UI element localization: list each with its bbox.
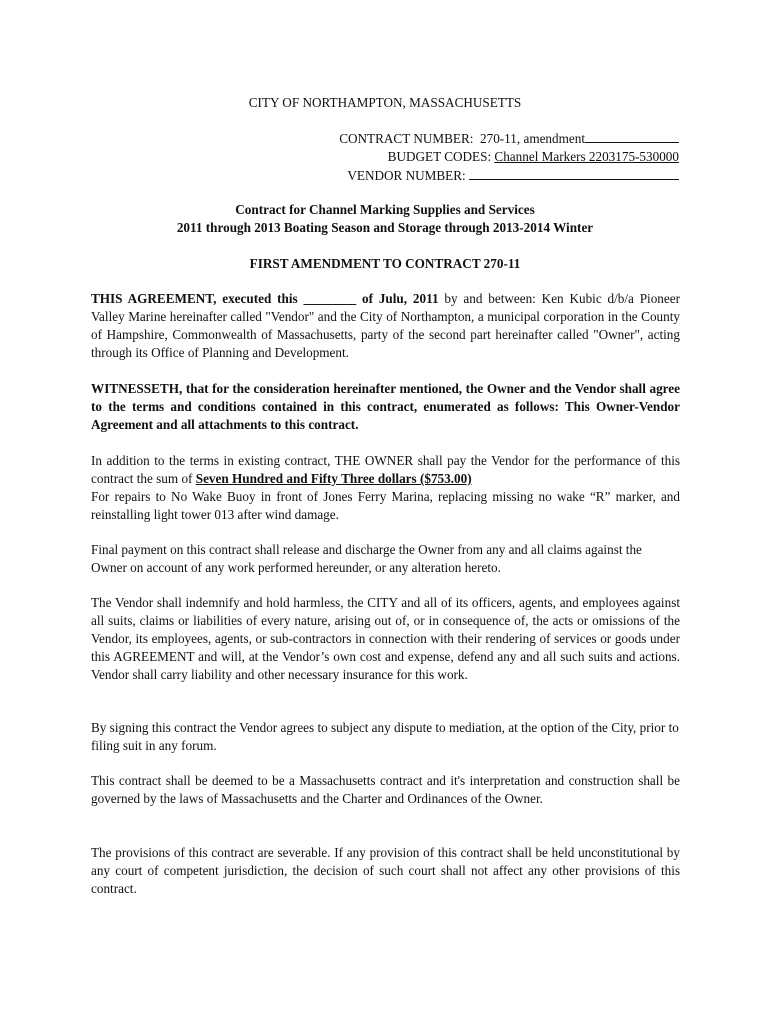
budget-codes-label: BUDGET CODES: (387, 149, 492, 164)
budget-codes-row (339, 148, 679, 166)
indemnify-paragraph: The Vendor shall indemnify and hold harmless, the CITY and all of its officers, agents, and employees against all suits, claims or liabilities of every nature, arising out of, or in consequence of, the acts or omissions of the Vendor, its employees, agents, or sub-contractors in connection with their rendering of services or goods under this AGREEMENT and will, at the Vendor’s own cost and expense, defend any and all such suits and actions. Vendor shall carry liability and other necessary insurance for this work. (91, 595, 680, 682)
payment-amount: Seven Hundred and Fifty Three dollars ($753.00) (195, 471, 472, 486)
contract-title-line1: Contract for Channel Marking Supplies and Services (235, 202, 535, 217)
final-payment-paragraph: Final payment on this contract shall release and discharge the Owner from any and all claims against the Owner on account of any work performed hereunder, or any alteration hereto. (91, 542, 642, 575)
contract-number-label: CONTRACT NUMBER: (339, 131, 474, 146)
agreement-text: by and between: Ken Kubic d/b/a Pioneer Valley Marine hereinafter called "Vendor" and the City of Northampton, a municipal corporation in the County of Hampshire, Commonwealth of Massachusetts, party of the second part hereinafter called "Owner", acting through its Office of Planning and Development. (91, 291, 680, 360)
mediation-paragraph: By signing this contract the Vendor agrees to subject any dispute to mediation, at the option of the City, prior to filing suit in any forum. (91, 720, 679, 753)
contract-number-blank (585, 129, 679, 143)
contract-number-value: 270-11, amendment (480, 131, 585, 146)
budget-codes-value: Channel Markers 2203175-530000 (494, 149, 679, 164)
severable-paragraph: The provisions of this contract are severable. If any provision of this contract shall be held unconstitutional by any court of competent jurisdiction, the decision of such court shall not affect any other provisions of this contract. (91, 845, 680, 896)
amendment-title: FIRST AMENDMENT TO CONTRACT 270-11 (249, 256, 521, 271)
agreement-bold-text: THIS AGREEMENT, executed this ________ of Julu, 2011 (91, 291, 439, 306)
contract-number-row (339, 129, 679, 148)
contract-title (0, 201, 770, 237)
contract-title-line2: 2011 through 2013 Boating Season and Storage through 2013-2014 Winter (176, 220, 594, 235)
payment-purpose: For repairs to No Wake Buoy in front of Jones Ferry Marina, replacing missing no wake “R” marker, and reinstalling light tower 013 after wind damage. (91, 489, 680, 522)
vendor-number-row (339, 166, 679, 185)
vendor-number-blank (469, 166, 679, 180)
payment-text: In addition to the terms in existing contract, THE OWNER shall pay the Vendor for the performance of this contract the sum of (91, 453, 680, 486)
contract-meta (339, 129, 679, 185)
payment-paragraph (91, 452, 680, 524)
agreement-paragraph (91, 290, 680, 362)
witnesseth-paragraph: WITNESSETH, that for the consideration hereinafter mentioned, the Owner and the Vendor shall agree to the terms and conditions contained in this contract, enumerated as follows: This Owner-Vendor Agreement and all attachments to this contract. (91, 381, 680, 432)
vendor-number-label: VENDOR NUMBER: (347, 168, 466, 183)
city-heading: CITY OF NORTHAMPTON, MASSACHUSETTS (248, 95, 522, 110)
governing-law-paragraph: This contract shall be deemed to be a Massachusetts contract and it's interpretation and construction shall be governed by the laws of Massachusetts and the Charter and Ordinances of the Owner. (91, 773, 680, 806)
